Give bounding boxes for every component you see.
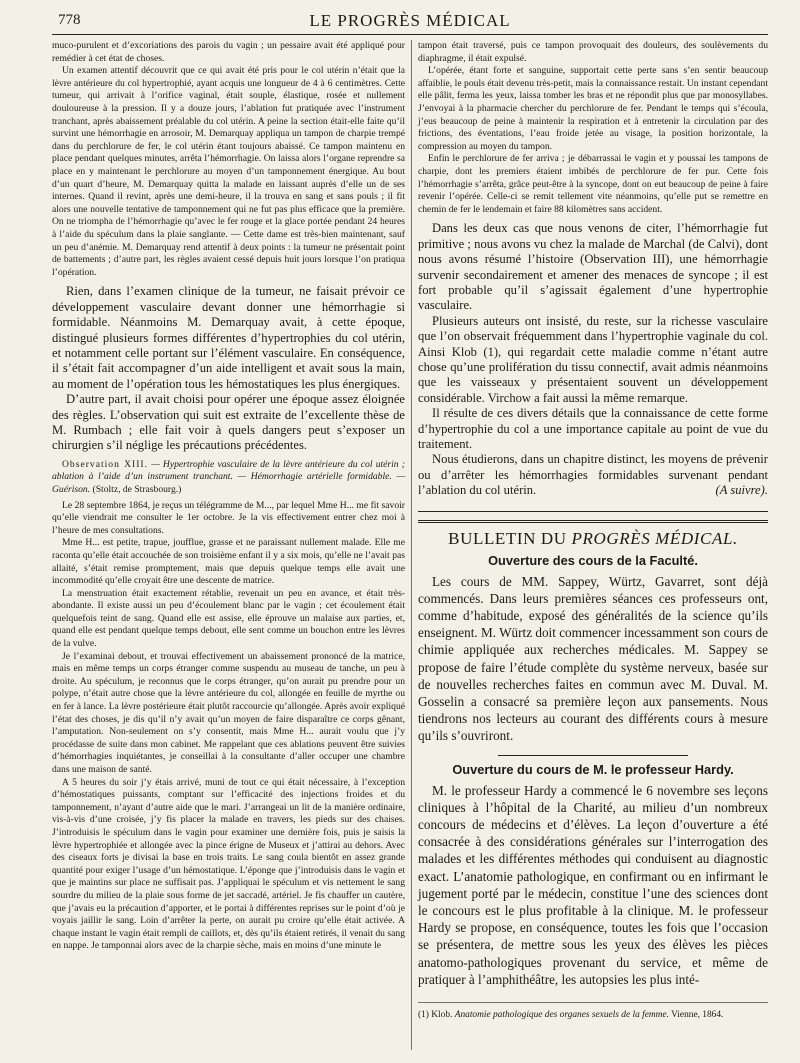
to-be-continued: (A suivre). — [715, 483, 768, 498]
paragraph: A 5 heures du soir j’y étais arrivé, muni de tout ce qui était nécessaire, à l’exception d’hémostatiques puissants, comptant sur l’efficacité des injections froides et du tamponnement, n’ayant d’autre aide que le mari. J’arrangeai un lit de la manière ordinaire, vis-à-vis d’une croisée, j’y fis placer la malade en travers, les pieds sur des chaises. J’introduisis le spéculum dans le vagin pour examiner une dernière fois, puis je saisis la lèvre hypertrophiée et allongée avec la pince érigne de Museux et j’attirai au dehors. Avec des ciseaux forts je divisai la base en trois traits. Le sang coula bientôt en assez grande quantité pour exiger l’usage d’un hémostatique. L’éponge que j’introduisis dans le vagin et que je maintins sur place ne suffisait pas. J’appliquai le spéculum et vis nettement le sang sourdre du milieu de la plaie sous forme de jet saccadé, artériel. Je fis chauffer un cautère, que j’avais eu la précaution d’apporter, et le portai à différentes reprises sur le point d’où je voyais jaillir le sang. Loin d’arrêter la perte, on aurait pu croire qu’elle était activée. A chaque instant le vagin était rempli de caillots, et, dès qu’ils étaient retirés, il venait du sang en nappe. Je tamponnai alors avec de la charpie sèche, mais en moins d’une minute le — [52, 776, 405, 952]
subheading-faculty-courses: Ouverture des cours de la Faculté. — [488, 552, 698, 568]
footnote — [418, 1002, 768, 1021]
bulletin-title-italic: PROGRÈS MÉDICAL. — [571, 528, 738, 548]
paragraph: tampon était traversé, puis ce tampon provoquait des douleurs, des soulèvements du diaphragme, il était expulsé. — [418, 40, 768, 64]
paragraph — [418, 452, 768, 498]
paragraph: muco-purulent et d’excoriations des parois du vagin ; un pessaire avait été appliqué pour remédier à cet état de choses. — [52, 40, 405, 64]
commentary — [52, 284, 405, 453]
column-divider — [411, 40, 412, 1050]
right-column — [418, 40, 768, 1021]
paragraph: M. le professeur Hardy a commencé le 6 novembre ses leçons cliniques à l’hôpital de la Charité, au milieu d’un nombreux concours de médecins et d’élèves. La leçon d’ouverture a été consacrée à des considérations générales sur l’interrogation des malades et les différentes méthodes qui conduisent au diagnostic exact. L’anatomie pathologique, en confirmant ou en infirmant le jugement porté par le médecin, constitue l’une des sciences dont le concours est le plus profitable à la clinique. M. le professeur Hardy se propose, en conséquence, toutes les fois que l’occasion se présentera, de mettre sous les yeux des élèves les pièces anatomo-pathologiques provenant du service, et même de pratiquer à l’amphithéâtre, les autopsies les plus inté- — [418, 782, 768, 987]
case-summary — [52, 40, 405, 279]
paragraph: Les cours de MM. Sappey, Würtz, Gavarret, sont déjà commencés. Dans leurs premières séances ces professeurs ont, comme d’habitude, exposé des généralités de la science qu’ils enseignent. M. Würtz doit commencer incessamment son cours de chimie appliquée aux recherches médicales. M. Sappey se propose de faire l’étude complète du système nerveux, basée sur de nouvelles recherches faites en commun avec M. Duval. M. Gosselin a consacré sa première leçon aux pansements. Nous tiendrons nos lecteurs au courant des différents cours à mesure qu’ils s’ouvriront. — [418, 573, 768, 744]
paragraph: L’opérée, étant forte et sanguine, supportait cette perte sans s’en sentir beaucoup affaiblie, le pouls était devenu très-petit, mais la connaissance restait. Un instant cependant elle pâlit, ferma les yeux, laissa tomber les bras et ne répondit plus que par monosyllabes. J’envoyai à la pharmacie chercher du perchlorure de fer. Pendant le temps qui s’écoula, j’eus beaucoup de peine à maintenir la respiration et à entretenir la circulation par des frictions, des éventations, l’eau froide jetée au visage, la position horizontale, la compression au moyen du tampon. — [418, 65, 768, 152]
bulletin-title — [418, 529, 768, 549]
paragraph: Le 28 septembre 1864, je reçus un télégramme de M..., par lequel Mme H... me fit savoir qu’elle viendrait me consulter le 1er octobre. Je la vis effectivement entrer chez moi à l’heure de mes consultations. — [52, 499, 405, 536]
hardy-course-text — [418, 782, 768, 988]
paragraph: Rien, dans l’examen clinique de la tumeur, ne faisait prévoir ce développement vasculaire devant donner une hémorrhagie si formidable. Néanmoins M. Demarquay avait, à cette époque, distingué plusieurs formes différentes d’hypertrophies du col utérin, et notamment celle portant sur l’élément vasculaire. En conséquence, il s’était fait accompagner d’un aide intelligent et avait sous la main, au moment de l’opération tous les hémostatiques les plus énergiques. — [52, 284, 405, 391]
observation-heading — [52, 459, 405, 497]
faculty-courses-text — [418, 573, 768, 745]
footnote-ref: (1) Klob. — [418, 1010, 455, 1021]
footnote-end: Vienne, 1864. — [668, 1010, 724, 1021]
section-double-rule — [418, 520, 768, 523]
paragraph: La menstruation était exactement rétablie, revenait un peu en avance, et était très-abondante. Il existe aussi un peu d’écoulement blanc par le vagin ; cet écoulement était quelquefois teint de sang. Quand elle est assise, elle éprouve un malaise aux parties, et, quand elle est pendant quelque temps debout, elle sent comme un bouchon entre les lèvres de la vulve. — [52, 587, 405, 650]
journal-title: LE PROGRÈS MÉDICAL — [309, 11, 511, 30]
paragraph: Plusieurs auteurs ont insisté, du reste, sur la richesse vasculaire que l’on observait fréquemment dans l’hypertrophie vaginale du col. Ainsi Klob (1), qui regardait cette maladie comme n’étant autre chose qu’une prolifération du tissu connectif, avait admis néanmoins que les vaisseaux y présentaient souvent un développement considérable. Virchow a fait aussi la même remarque. — [418, 313, 768, 405]
paragraph: Il résulte de ces divers détails que la connaissance de cette forme d’hypertrophie du col a une importance capitale au point de vue du traitement. — [418, 406, 768, 451]
short-rule — [498, 755, 688, 756]
observation-continued — [418, 40, 768, 216]
paragraph: Un examen attentif découvrit que ce qui avait été pris pour le col utérin n’était que la lèvre antérieure du col hypertrophié, ayant acquis une longueur de 4 à 6 centimètres. Cette tumeur, qui arrivait à l’orifice vaginal, était souple, élastique, rosée et nullement douloureuse à la pression. Il y a douze jours, l’ablation fut pratiquée avec l’instrument tranchant, après abaissement préalable du col utérin. A peine la section était-elle faite qu’il survint une hémorrhagie en arrosoir, M. Demarquay appliqua un tampon de charpie trempé dans du perchlorure de fer, le col utérin étant toujours abaissé. Ce tampon maintenu en place pendant quelques minutes, arrêta l’hémorrhagie. On laissa alors l’organe reprendre sa place en y maintenant le perchlorure au moyen d’un tamponnement énergique. Au bout d’un quart d’heure, M. Demarquay quitta la malade en laissant auprès d’elle un de ses internes. Quand il revint, après une demi-heure, il la trouva en sang et sans pouls ; il fit alors une nouvelle tentative de tamponnement qui ne fut pas plus efficace que la première. On ne triompha de l’hémorrhagie qu’avec le fer rouge et la glace portée pendant 24 heures à l’aide du spéculum dans la plaie sanglante. — Cette dame est très-bien maintenant, sauf un peu d’anémie. M. Demarquay rend attentif à deux points : la tumeur ne présentait point de battements ; d’autre part, les règles avaient cessé depuis huit jours lorsque l’on pratiqua l’opération. — [52, 65, 405, 278]
left-column — [52, 40, 405, 953]
subheading-hardy-course: Ouverture du cours de M. le professeur Hardy. — [452, 761, 734, 777]
observation-text — [52, 500, 405, 953]
observation-author: (Stoltz, de Strasbourg.) — [90, 483, 182, 495]
page-number: 778 — [58, 12, 81, 28]
paragraph: Dans les deux cas que nous venons de citer, l’hémorrhagie fut primitive ; nous avons vu chez la malade de Marchal (de Calvi), dont nous avons résumé l’histoire (Observation III), une hémorrhagie survenir secondairement et amener des menaces de syncope ; il est fort probable qu’il s’agissait également d’une hypertrophie vasculaire. — [418, 221, 768, 313]
conclusion — [418, 221, 768, 498]
paragraph: Enfin le perchlorure de fer arriva ; je débarrassai le vagin et y poussai les tampons de charpie, dont les premiers étaient imbibés de perchlorure de fer pur. Cette fois l’hémorrhagie s’arrêta, grâce peut-être à la syncope, dont on eut beaucoup de peine à faire revenir l’opérée. Celle-ci se remit tellement vite néanmoins, qu’elle put se remettre en chemin de fer le lendemain et faire 88 kilomètres sans accident. — [418, 153, 768, 215]
page-header — [52, 8, 768, 34]
paragraph: Je l’examinai debout, et trouvai effectivement un abaissement prononcé de la matrice, mais en même temps un corps étranger comme suspendu au museau de tanche, un peu à droite. Au spéculum, je reconnus que le corps étranger, qu’on aurait pu prendre pour un polype, n’était autre chose que la lèvre antérieure du col, allongée en feuille de myrthe ou en fer à lance. La lèvre postérieure était plutôt raccourcie qu’allongée. Après avoir expliqué l’état des choses, je dis qu’il n’y avait qu’un moyen de faire disparaître ce corps gênant, l’amputation. Non-seulement on s’y consentit, mais Mme H... aurait voulu que j’y procédasse de suite dans mon cabinet. Me rappelant que ces ablations peuvent être suivies d’hémorrhagies inquiétantes, je conseillai à la consultante d’aller occuper une chambre dans une maison de santé. — [52, 650, 405, 775]
section-rule — [418, 511, 768, 512]
paragraph: D’autre part, il avait choisi pour opérer une époque assez éloignée des règles. L’observation qui suit est extraite de l’excellente thèse de M. Rumbach ; elle fait voir à quels dangers peut s’exposer un chirurgien s’il néglige les précautions précédentes. — [52, 392, 405, 453]
observation-label: Observation XIII. — [62, 458, 148, 470]
header-rule — [52, 34, 768, 35]
bulletin-title-text: BULLETIN DU — [448, 528, 572, 548]
paragraph: Mme H... est petite, trapue, joufflue, grasse et ne paraissant nullement malade. Elle me raconta qu’elle était accouchée de son troisième enfant il y a six mois, qu’elle ne l’avait pas allaité, s’était remise promptement, mais que depuis quelque temps elle avait une incommodité qu’elle croyait être une descente de matrice. — [52, 537, 405, 587]
observation-title: — Hypertrophie vasculaire de la lèvre antérieure du col utérin ; ablation à l’aide d’un instrument tranchant. — Hémorrhagie artérielle formidable. — Guérison. — [52, 458, 405, 495]
footnote-title: Anatomie pathologique des organes sexuels de la femme. — [454, 1010, 669, 1021]
paragraph-text: Nous étudierons, dans un chapitre distinct, les moyens de prévenir ou d’arrêter les hémorrhagies formidables survenant pendant l’ablation du col utérin. — [418, 452, 768, 498]
